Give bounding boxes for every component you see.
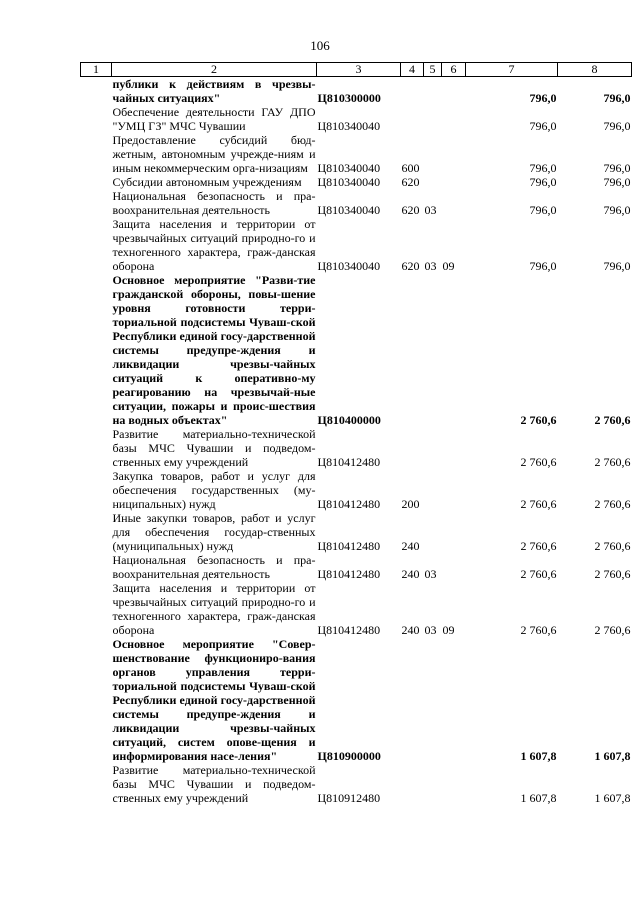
- row-sum-7-cell: 1 607,8: [520, 749, 557, 763]
- row-vr-cell: 620: [401, 259, 420, 273]
- row-rz-cell: [424, 105, 442, 133]
- row-name-cell: Национальная безопасность и пра-воохранительная деятельность: [112, 189, 316, 217]
- row-sum-7-cell: 2 760,6: [520, 567, 557, 581]
- row-sum-8-cell: 2 760,6: [594, 567, 631, 581]
- table-row: [81, 77, 632, 106]
- row-pr-cell: [442, 133, 466, 175]
- row-vr-cell: [401, 77, 424, 106]
- row-rz-cell: [424, 273, 442, 427]
- row-name-cell: Субсидии автономным учреждениям: [112, 175, 302, 189]
- row-spacer-cell: [81, 217, 112, 273]
- row-vr-cell: [401, 273, 424, 427]
- row-sum-7-cell: 2 760,6: [520, 413, 557, 427]
- row-spacer-cell: [81, 427, 112, 469]
- row-pr-cell: [442, 105, 466, 133]
- row-vr-cell: [401, 763, 424, 805]
- row-sum-7-cell: 796,0: [529, 175, 557, 189]
- table-row: [81, 553, 632, 581]
- row-rz-cell: 03: [424, 567, 437, 581]
- row-sum-8-cell: 2 760,6: [594, 455, 631, 469]
- row-sum-8-cell: 796,0: [603, 91, 631, 105]
- row-pr-cell: [442, 77, 466, 106]
- row-sum-8-cell: 1 607,8: [594, 791, 631, 805]
- row-sum-7-cell: 2 760,6: [520, 497, 557, 511]
- row-spacer-cell: [81, 189, 112, 217]
- row-pr-cell: [442, 469, 466, 511]
- row-pr-cell: [442, 273, 466, 427]
- row-spacer-cell: [81, 133, 112, 175]
- row-pr-cell: [442, 553, 466, 581]
- row-spacer-cell: [81, 77, 112, 106]
- row-code-cell: Ц810340040: [317, 259, 381, 273]
- column-header-7: 7: [466, 63, 558, 77]
- table-row: [81, 175, 632, 189]
- row-vr-cell: 200: [401, 497, 420, 511]
- column-header-6: 6: [442, 63, 466, 77]
- row-sum-7-cell: 796,0: [529, 259, 557, 273]
- row-spacer-cell: [81, 105, 112, 133]
- row-name-cell: Защита населения и территории от чрезвычайных ситуаций природно-го и техногенного характера, граж-данская оборона: [112, 581, 316, 637]
- table-body: [81, 77, 632, 806]
- row-sum-8-cell: 796,0: [603, 203, 631, 217]
- table-row: [81, 217, 632, 273]
- row-sum-7-cell: 796,0: [529, 161, 557, 175]
- table-row: [81, 637, 632, 763]
- row-name-cell: Предоставление субсидий бюд-жетным, автономным учрежде-ниям и иным некоммерческим орга-низациям: [112, 133, 316, 175]
- row-sum-7-cell: 2 760,6: [520, 623, 557, 637]
- row-sum-8-cell: 2 760,6: [594, 413, 631, 427]
- row-vr-cell: [401, 637, 424, 763]
- row-code-cell: Ц810412480: [317, 539, 381, 553]
- row-spacer-cell: [81, 511, 112, 553]
- row-spacer-cell: [81, 637, 112, 763]
- row-name-cell: Обеспечение деятельности ГАУ ДПО "УМЦ ГЗ" МЧС Чувашии: [112, 105, 316, 133]
- row-code-cell: Ц810400000: [317, 413, 381, 427]
- row-sum-7-cell: 2 760,6: [520, 455, 557, 469]
- column-header-8: 8: [558, 63, 632, 77]
- row-sum-7-cell: 796,0: [529, 91, 557, 105]
- table-row: [81, 511, 632, 553]
- column-header-5: 5: [424, 63, 442, 77]
- row-code-cell: Ц810340040: [317, 175, 381, 189]
- row-pr-cell: [442, 189, 466, 217]
- row-vr-cell: [401, 427, 424, 469]
- row-name-cell: Закупка товаров, работ и услуг для обеспечения государственных (му-ниципальных) нужд: [112, 469, 316, 511]
- column-header-3: 3: [317, 63, 401, 77]
- column-header-1: 1: [81, 63, 112, 77]
- row-sum-8-cell: 796,0: [603, 175, 631, 189]
- row-code-cell: Ц810340040: [317, 161, 381, 175]
- row-sum-8-cell: 796,0: [603, 259, 631, 273]
- table-row: [81, 189, 632, 217]
- row-name-cell: Развитие материально-технической базы МЧС Чувашии и подведом-ственных ему учреждений: [112, 427, 316, 469]
- row-rz-cell: [424, 469, 442, 511]
- row-vr-cell: 240: [401, 567, 420, 581]
- row-code-cell: Ц810412480: [317, 623, 381, 637]
- row-vr-cell: [401, 105, 424, 133]
- row-pr-cell: 09: [442, 259, 455, 273]
- row-name-cell: Основное мероприятие "Совер-шенствование функциониро-вания органов управления терри-ториальной подсистемы Чуваш-ской Республики единой госу-дарственной системы предупре-ждения и ликвидации чрезвы-чайных ситуаций, систем опове-щения и информирования насе-ления": [112, 637, 316, 763]
- row-rz-cell: [424, 637, 442, 763]
- row-vr-cell: 620: [401, 203, 420, 217]
- row-code-cell: Ц810412480: [317, 567, 381, 581]
- row-code-cell: Ц810340040: [317, 203, 381, 217]
- row-sum-8-cell: 1 607,8: [594, 749, 631, 763]
- row-rz-cell: 03: [424, 203, 437, 217]
- row-sum-8-cell: 2 760,6: [594, 497, 631, 511]
- row-rz-cell: [424, 511, 442, 553]
- row-rz-cell: 03: [424, 259, 437, 273]
- table-row: [81, 763, 632, 805]
- table-row: [81, 469, 632, 511]
- row-spacer-cell: [81, 469, 112, 511]
- table-row: [81, 427, 632, 469]
- column-header-4: 4: [401, 63, 424, 77]
- row-vr-cell: 240: [401, 539, 420, 553]
- row-sum-8-cell: 2 760,6: [594, 539, 631, 553]
- row-sum-7-cell: 1 607,8: [520, 791, 557, 805]
- row-spacer-cell: [81, 273, 112, 427]
- row-name-cell: Национальная безопасность и пра-воохранительная деятельность: [112, 553, 316, 581]
- row-sum-7-cell: 796,0: [529, 119, 557, 133]
- row-rz-cell: [424, 427, 442, 469]
- row-code-cell: Ц810412480: [317, 497, 381, 511]
- row-pr-cell: [442, 427, 466, 469]
- row-sum-8-cell: 2 760,6: [594, 623, 631, 637]
- row-spacer-cell: [81, 175, 112, 189]
- table-header-row: [81, 63, 632, 77]
- row-sum-8-cell: 796,0: [603, 119, 631, 133]
- row-sum-7-cell: 796,0: [529, 203, 557, 217]
- row-spacer-cell: [81, 581, 112, 637]
- row-pr-cell: [442, 637, 466, 763]
- row-vr-cell: 620: [401, 175, 420, 189]
- row-rz-cell: [424, 77, 442, 106]
- page-number: 106: [310, 38, 330, 53]
- row-rz-cell: [424, 763, 442, 805]
- row-name-cell: Защита населения и территории от чрезвычайных ситуаций природно-го и техногенного характера, граж-данская оборона: [112, 217, 316, 273]
- budget-table: [80, 62, 632, 805]
- column-header-2: 2: [112, 63, 317, 77]
- row-name-cell: публики к действиям в чрезвы-чайных ситуациях": [112, 77, 316, 105]
- row-pr-cell: [442, 511, 466, 553]
- row-rz-cell: 03: [424, 623, 437, 637]
- row-rz-cell: [424, 133, 442, 175]
- table-row: [81, 273, 632, 427]
- row-name-cell: Иные закупки товаров, работ и услуг для обеспечения государ-ственных (муниципальных) нужд: [112, 511, 316, 553]
- row-code-cell: Ц810912480: [317, 791, 381, 805]
- row-sum-8-cell: 796,0: [603, 161, 631, 175]
- row-sum-7-cell: 2 760,6: [520, 539, 557, 553]
- row-vr-cell: 240: [401, 623, 420, 637]
- row-vr-cell: 600: [401, 161, 420, 175]
- row-pr-cell: 09: [442, 623, 455, 637]
- table-row: [81, 105, 632, 133]
- row-name-cell: Основное мероприятие "Разви-тие гражданской обороны, повы-шение уровня готовности терри-ториальной подсистемы Чуваш-ской Республики единой госу-дарственной системы предупре-ждения и ликвидации чрезвы-чайных ситуаций к оперативно-му реагированию на чрезвычай-ные ситуации, пожары и проис-шествия на водных объектах": [112, 273, 316, 427]
- row-code-cell: Ц810300000: [317, 91, 381, 105]
- row-code-cell: Ц810900000: [317, 749, 381, 763]
- row-code-cell: Ц810340040: [317, 119, 381, 133]
- row-code-cell: Ц810412480: [317, 455, 381, 469]
- row-pr-cell: [442, 763, 466, 805]
- row-spacer-cell: [81, 553, 112, 581]
- row-name-cell: Развитие материально-технической базы МЧС Чувашии и подведом-ственных ему учреждений: [112, 763, 316, 805]
- row-rz-cell: [424, 175, 442, 189]
- table-row: [81, 133, 632, 175]
- table-row: [81, 581, 632, 637]
- row-spacer-cell: [81, 763, 112, 805]
- row-pr-cell: [442, 175, 466, 189]
